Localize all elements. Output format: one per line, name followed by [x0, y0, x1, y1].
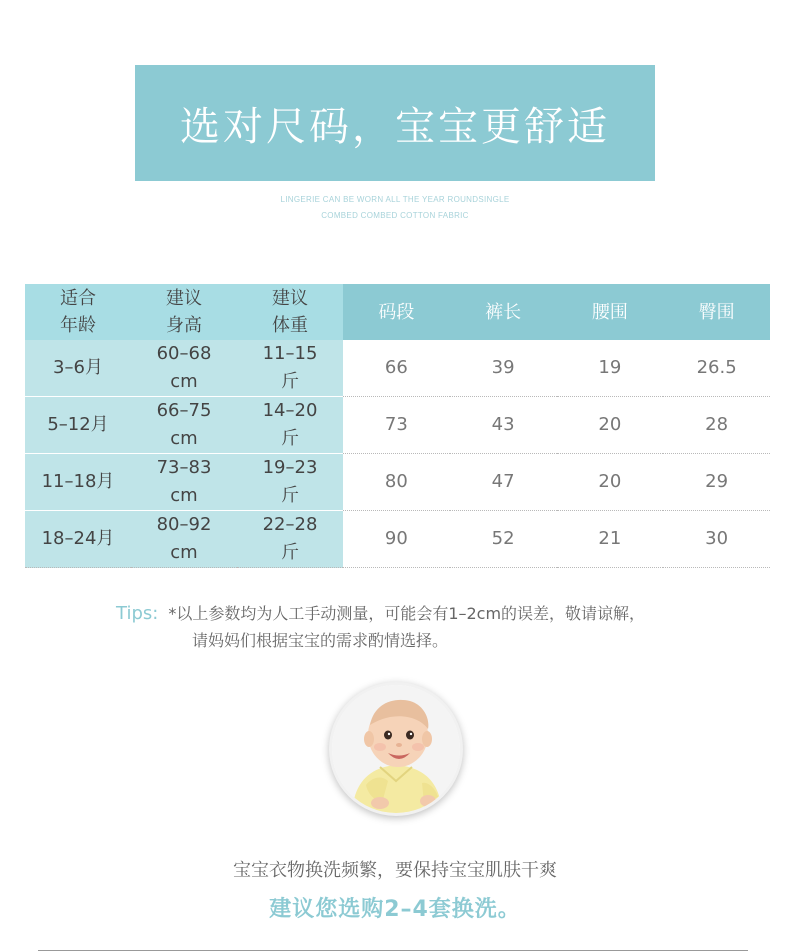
cell-hip: 26.5 — [663, 340, 770, 397]
cell-pants: 39 — [450, 340, 557, 397]
title-banner — [135, 65, 655, 181]
cell-weight-unit: 斤 — [281, 371, 299, 392]
tips-line-2: 请妈妈们根据宝宝的需求酌情选择。 — [192, 631, 449, 650]
cell-hip: 29 — [663, 454, 770, 511]
cell-weight-range: 14–20 — [262, 400, 318, 421]
header-age-line1: 适合 — [60, 288, 96, 309]
table-row — [25, 397, 770, 454]
care-recommendation: 建议您选购2–4套换洗。 — [269, 897, 521, 922]
tips-label: Tips: — [116, 603, 159, 624]
table-row — [25, 454, 770, 511]
banner-title: 选对尺码，宝宝更舒适 — [180, 103, 610, 150]
cell-size: 90 — [343, 511, 450, 568]
table-row — [25, 340, 770, 397]
cell-height-range: 60–68 — [156, 343, 212, 364]
header-height — [131, 284, 237, 340]
cell-age: 11–18月 — [25, 454, 131, 511]
cell-pants: 47 — [450, 454, 557, 511]
cell-waist: 19 — [557, 340, 664, 397]
cell-weight-unit: 斤 — [281, 542, 299, 563]
cell-age: 18–24月 — [25, 511, 131, 568]
bottom-divider — [38, 950, 748, 951]
tips-line-1: *以上参数均为人工手动测量，可能会有1–2cm的误差，敬请谅解， — [168, 604, 646, 623]
cell-size: 73 — [343, 397, 450, 454]
header-weight-line2: 体重 — [272, 315, 308, 336]
cell-height-range: 80–92 — [156, 514, 212, 535]
cell-height-unit: cm — [170, 542, 198, 563]
cell-age: 3–6月 — [25, 340, 131, 397]
header-size: 码段 — [343, 284, 450, 340]
size-chart-table — [25, 284, 770, 568]
cell-weight-unit: 斤 — [281, 485, 299, 506]
header-age — [25, 284, 131, 340]
header-hip: 臀围 — [663, 284, 770, 340]
cell-weight-range: 22–28 — [262, 514, 318, 535]
baby-illustration — [332, 685, 460, 813]
cell-height — [131, 340, 237, 397]
header-height-line2: 身高 — [166, 315, 202, 336]
cell-height-range: 73–83 — [156, 457, 212, 478]
cell-size: 80 — [343, 454, 450, 511]
cell-weight-range: 19–23 — [262, 457, 318, 478]
cell-height — [131, 454, 237, 511]
cell-height-unit: cm — [170, 485, 198, 506]
cell-waist: 20 — [557, 454, 664, 511]
care-message: 宝宝衣物换洗频繁，要保持宝宝肌肤干爽 — [233, 860, 557, 881]
table-header-row — [25, 284, 770, 340]
subtitle-line-1: LINGERIE CAN BE WORN ALL THE YEAR ROUNDSINGLE — [280, 195, 510, 204]
cell-weight-unit: 斤 — [281, 428, 299, 449]
tips-note — [116, 600, 645, 627]
table-row — [25, 511, 770, 568]
cell-size: 66 — [343, 340, 450, 397]
subtitle-line-2: COMBED COMBED COTTON FABRIC — [321, 211, 469, 220]
cell-hip: 28 — [663, 397, 770, 454]
cell-pants: 52 — [450, 511, 557, 568]
baby-photo — [329, 682, 463, 816]
cell-weight — [237, 340, 343, 397]
cell-hip: 30 — [663, 511, 770, 568]
cell-weight — [237, 454, 343, 511]
header-weight-line1: 建议 — [272, 288, 308, 309]
header-pants-length: 裤长 — [450, 284, 557, 340]
cell-waist: 21 — [557, 511, 664, 568]
cell-weight-range: 11–15 — [262, 343, 318, 364]
cell-height — [131, 397, 237, 454]
cell-height-unit: cm — [170, 371, 198, 392]
cell-age: 5–12月 — [25, 397, 131, 454]
header-weight — [237, 284, 343, 340]
cell-pants: 43 — [450, 397, 557, 454]
cell-height-unit: cm — [170, 428, 198, 449]
cell-height — [131, 511, 237, 568]
cell-waist: 20 — [557, 397, 664, 454]
header-height-line1: 建议 — [166, 288, 202, 309]
cell-weight — [237, 511, 343, 568]
cell-weight — [237, 397, 343, 454]
cell-height-range: 66–75 — [156, 400, 212, 421]
header-age-line2: 年龄 — [60, 315, 96, 336]
header-waist: 腰围 — [557, 284, 664, 340]
